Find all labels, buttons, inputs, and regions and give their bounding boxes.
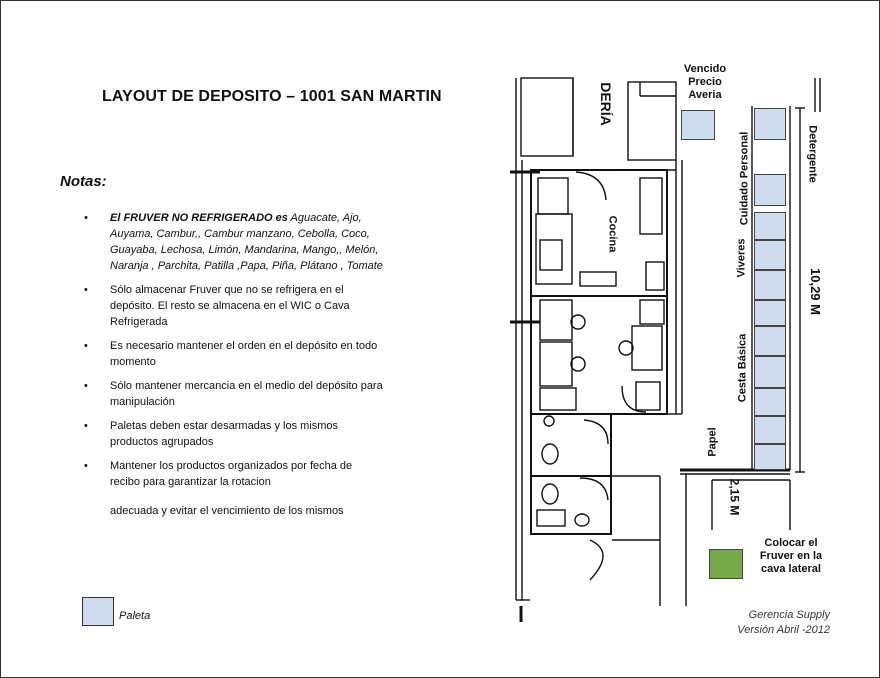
footer-line1: Gerencia Supply	[748, 609, 830, 621]
pallet-vencido	[681, 110, 715, 140]
note-item-6: • Mantener los productos organizados por fecha de recibo para garantizar la rotacion	[84, 458, 384, 490]
room-bath-1	[531, 414, 611, 476]
pallet-11	[754, 444, 786, 470]
label-fruver: Colocar el Fruver en la cava lateral	[759, 537, 823, 575]
note-item-4: • Sólo mantener mercancia en el medio del depósito para manipulación	[84, 378, 384, 410]
dimension-short: 2,15 M	[727, 478, 742, 516]
label-cocina: Cocina	[606, 215, 619, 253]
pallet-5	[754, 270, 786, 300]
note-item-3: • Es necesario mantener el orden en el depósito en todo momento	[84, 338, 384, 370]
pallet-10	[754, 416, 786, 444]
note-fruver-list: Aguacate, Ajo, Auyama, Cambur,, Cambur manzano, Cebolla, Coco, Guayaba, Lechosa, Limón, Mandarina, Mango,, Melón, Naranja , Parchita, Patilla ,Papa, Piña, Plátano , Tomate	[110, 212, 383, 272]
label-cuidado: Cuidado Personal	[738, 131, 751, 226]
pallet-8	[754, 356, 786, 388]
wall-block-top-2	[628, 82, 676, 160]
pallet-3	[754, 212, 786, 240]
label-papel: Papel	[706, 427, 719, 457]
pallet-6	[754, 300, 786, 326]
label-viveres: Viveres	[735, 238, 748, 278]
wall-block-top	[521, 78, 573, 156]
room-bath-2	[531, 476, 611, 534]
label-vencido: Vencido Precio Averia	[683, 63, 727, 101]
label-deria: DERÍA	[597, 82, 614, 126]
note-item-2: • Sólo almacenar Fruver que no se refrigera en el depósito. El resto se almacena en el WIC o Cava Refrigerada	[84, 282, 384, 330]
legend-label: Paleta	[119, 610, 151, 622]
notes-heading: Notas:	[60, 173, 107, 190]
pallet-1	[754, 108, 786, 140]
note-fruver-bold: El FRUVER NO REFRIGERADO es	[110, 212, 288, 224]
fruver-swatch	[709, 549, 743, 579]
label-cesta: Cesta Básica	[736, 333, 749, 403]
pallet-4	[754, 240, 786, 270]
label-detergente: Detergente	[806, 125, 819, 183]
pallet-2	[754, 174, 786, 206]
pallet-7	[754, 326, 786, 356]
pallet-9	[754, 388, 786, 416]
footer-line2: Versión Abril -2012	[737, 624, 830, 636]
page-title: LAYOUT DE DEPOSITO – 1001 SAN MARTIN	[102, 88, 442, 105]
dimension-long: 10,29 M	[807, 268, 823, 315]
note-item-5: • Paletas deben estar desarmadas y los mismos productos agrupados	[84, 418, 384, 450]
note-continuation: adecuada y evitar el vencimiento de los mismos	[110, 505, 344, 517]
room-comedor	[531, 296, 667, 414]
